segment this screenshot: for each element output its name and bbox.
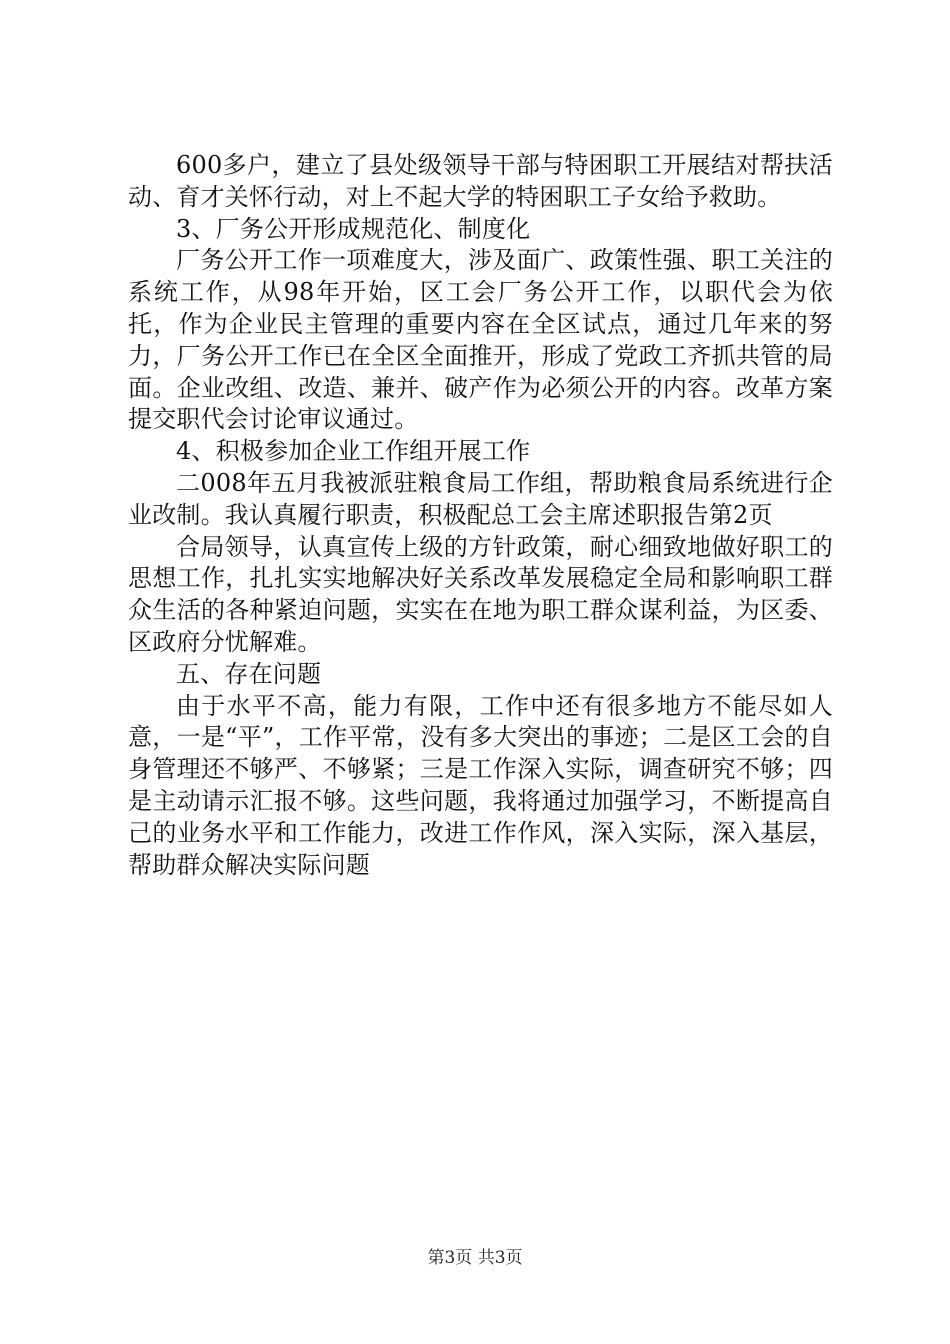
document-body	[128, 150, 833, 881]
paragraph-1: 600多户，建立了县处级领导干部与特困职工开展结对帮扶活动、育才关怀行动，对上不起大学的特困职工子女给予救助。	[128, 151, 833, 211]
paragraph-3: 二008年五月我被派驻粮食局工作组，帮助粮食局系统进行企业改制。我认真履行职责，积极配总工会主席述职报告第2页	[128, 468, 833, 529]
paragraph-4: 合局领导，认真宣传上级的方针政策，耐心细致地做好职工的思想工作，扎扎实实地解决好关系改革发展稳定全局和影响职工群众生活的各种紧迫问题，实实在在地为职工群众谋利益，为区委、区政府分忧解难。	[128, 532, 833, 656]
paragraph-5: 由于水平不高，能力有限，工作中还有很多地方不能尽如人意，一是“平”，工作平常，没有多大突出的事迹；二是区工会的自身管理还不够严、不够紧；三是工作深入实际，调查研究不够；四是主动请示汇报不够。这些问题，我将通过加强学习，不断提高自己的业务水平和工作能力，改进工作作风，深入实际，深入基层，帮助群众解决实际问题	[128, 691, 833, 879]
section-heading-5: 五、存在问题	[176, 659, 322, 688]
section-heading-3: 3、厂务公开形成规范化、制度化	[176, 214, 531, 243]
page-footer: 第3页 共3页	[427, 1248, 523, 1268]
paragraph-2: 厂务公开工作一项难度大，涉及面广、政策性强、职工关注的系统工作，从98年开始，区工会厂务公开工作，以职代会为依托，作为企业民主管理的重要内容在全区试点，通过几年来的努力，厂务公开工作已在全区全面推开，形成了党政工齐抓共管的局面。企业改组、改造、兼并、破产作为必须公开的内容。改革方案提交职代会讨论审议通过。	[128, 246, 833, 434]
section-heading-4: 4、积极参加企业工作组开展工作	[176, 437, 531, 466]
